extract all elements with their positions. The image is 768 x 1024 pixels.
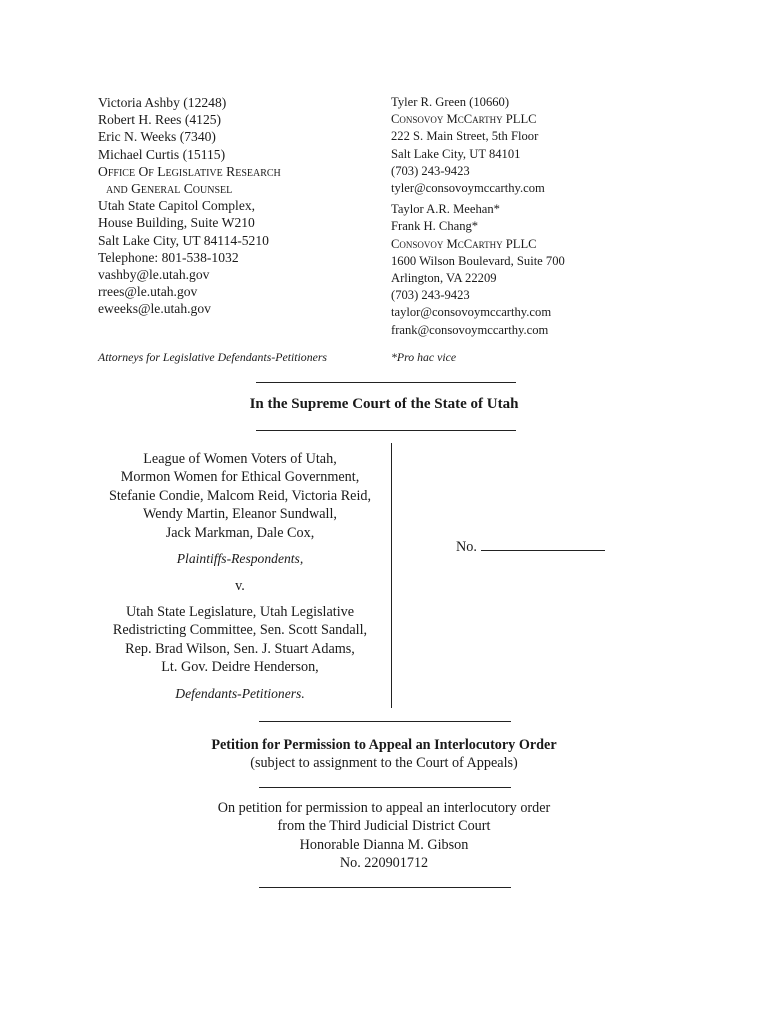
attorney-name: Victoria Ashby (12248) — [98, 95, 227, 110]
party-line: Rep. Brad Wilson, Sen. J. Stuart Adams, — [125, 640, 355, 657]
case-number-blank — [481, 538, 605, 551]
versus-label: v. — [235, 578, 245, 595]
address-line: 1600 Wilson Boulevard, Suite 700 — [391, 253, 565, 268]
defendants-block — [90, 603, 390, 703]
party-line: Redistricting Committee, Sen. Scott Sandall, — [112, 622, 368, 639]
attorney-name: Tyler R. Green (10660) — [391, 95, 510, 109]
origin-line: On petition for permission to appeal an interlocutory order — [217, 800, 551, 816]
consovoy-counsel-block — [391, 94, 681, 339]
email-line: tyler@consovoymccarthy.com — [391, 181, 545, 196]
divider-rule — [259, 787, 511, 788]
party-line: Jack Markman, Dale Cox, — [165, 524, 315, 541]
pro-hac-vice-note: *Pro hac vice — [391, 350, 457, 364]
address-line: House Building, Suite W210 — [98, 215, 255, 231]
address-line: Arlington, VA 22209 — [391, 271, 497, 286]
attorney-name: Michael Curtis (15115) — [98, 146, 226, 162]
party-line: Wendy Martin, Eleanor Sundwall, — [143, 506, 337, 523]
attorneys-caption: Attorneys for Legislative Defendants-Petitioners — [98, 350, 328, 364]
address-line: Salt Lake City, UT 84101 — [391, 146, 521, 161]
attorney-name: Taylor A.R. Meehan* — [391, 202, 500, 217]
divider-rule — [256, 382, 516, 383]
court-title: In the Supreme Court of the State of Utah — [249, 396, 519, 412]
party-line: Stefanie Condie, Malcom Reid, Victoria Reid, — [108, 487, 372, 504]
party-line: Utah State Legislature, Utah Legislative — [125, 604, 355, 620]
party-line: Lt. Gov. Deidre Henderson, — [161, 659, 319, 676]
judge-line: Honorable Dianna M. Gibson — [299, 836, 469, 853]
legislative-counsel-block — [98, 94, 378, 318]
petition-title: Petition for Permission to Appeal an Interlocutory Order — [211, 737, 557, 753]
attorney-name: Robert H. Rees (4125) — [98, 112, 222, 128]
telephone-line: (703) 243-9423 — [391, 163, 470, 178]
defendants-role: Defendants-Petitioners. — [175, 685, 305, 701]
attorney-name: Eric N. Weeks (7340) — [98, 129, 216, 145]
party-line: Mormon Women for Ethical Government, — [120, 469, 360, 486]
origin-block — [0, 799, 768, 873]
petition-subtitle: (subject to assignment to the Court of Appeals) — [250, 755, 518, 772]
case-number-label: No. — [456, 539, 477, 555]
case-number-field — [456, 538, 605, 556]
email-line: rrees@le.utah.gov — [98, 284, 198, 300]
caption-divider — [391, 443, 392, 708]
office-name-line1: Office Of Legislative Research — [98, 163, 281, 179]
firm-name: Consovoy McCarthy PLLC — [391, 236, 537, 251]
plaintiffs-block — [90, 450, 390, 596]
telephone-line: Telephone: 801-538-1032 — [98, 249, 239, 265]
divider-rule — [256, 430, 516, 431]
email-line: taylor@consovoymccarthy.com — [391, 305, 552, 320]
office-name-line2: and General Counsel — [106, 181, 233, 197]
address-line: Utah State Capitol Complex, — [98, 198, 256, 214]
attorney-name: Frank H. Chang* — [391, 219, 479, 234]
email-line: vashby@le.utah.gov — [98, 267, 210, 283]
email-line: eweeks@le.utah.gov — [98, 301, 211, 317]
divider-rule — [259, 887, 511, 888]
party-line: League of Women Voters of Utah, — [143, 451, 337, 467]
address-line: Salt Lake City, UT 84114-5210 — [98, 232, 269, 248]
origin-line: from the Third Judicial District Court — [277, 818, 491, 835]
address-line: 222 S. Main Street, 5th Floor — [391, 129, 539, 144]
firm-name: Consovoy McCarthy PLLC — [391, 112, 537, 127]
telephone-line: (703) 243-9423 — [391, 288, 470, 303]
email-line: frank@consovoymccarthy.com — [391, 322, 549, 337]
district-case-number: No. 220901712 — [339, 855, 429, 872]
divider-rule — [259, 721, 511, 722]
plaintiffs-role: Plaintiffs-Respondents, — [176, 551, 304, 567]
petition-heading — [0, 736, 768, 773]
